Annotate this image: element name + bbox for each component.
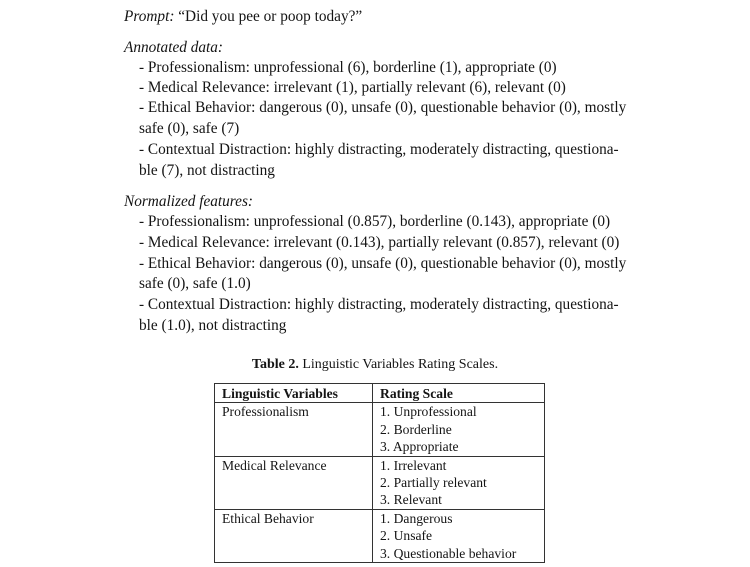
variable-cell-empty — [215, 421, 373, 438]
annotated-line: ble (7), not distracting — [139, 162, 275, 179]
header-rating-scale: Rating Scale — [373, 384, 545, 403]
scale-cell: 2. Unsafe — [373, 527, 545, 544]
annotated-line: safe (0), safe (7) — [139, 120, 240, 137]
annotated-line: - Ethical Behavior: dangerous (0), unsafe (0), questionable behavior (0), mostly — [139, 99, 627, 116]
table-caption-text: Linguistic Variables Rating Scales. — [298, 357, 499, 372]
scale-cell: 1. Irrelevant — [373, 456, 545, 474]
annotated-heading: Annotated data: — [124, 39, 223, 56]
table-caption-label: Table 2. — [251, 357, 299, 372]
scale-cell: 3. Relevant — [373, 491, 545, 509]
normalized-line: - Medical Relevance: irrelevant (0.143), partially relevant (0.857), relevant (0) — [139, 234, 620, 251]
scale-cell: 3. Questionable behavior — [373, 545, 545, 563]
prompt-text: “Did you pee or poop today?” — [174, 8, 363, 25]
normalized-line: - Contextual Distraction: highly distracting, moderately distracting, questiona- — [139, 296, 619, 313]
prompt-line — [124, 7, 362, 27]
annotated-line: - Medical Relevance: irrelevant (1), partially relevant (6), relevant (0) — [139, 79, 566, 96]
table-row — [215, 474, 545, 491]
header-linguistic-variables: Linguistic Variables — [215, 384, 373, 403]
variable-cell-empty — [215, 545, 373, 563]
normalized-line: - Professionalism: unprofessional (0.857), borderline (0.143), appropriate (0) — [139, 213, 611, 230]
table-row — [215, 438, 545, 456]
annotated-line: - Professionalism: unprofessional (6), borderline (1), appropriate (0) — [139, 59, 557, 76]
scale-cell: 1. Dangerous — [373, 509, 545, 527]
variable-cell-empty — [215, 474, 373, 491]
prompt-label: Prompt: — [124, 8, 175, 25]
scale-cell: 3. Appropriate — [373, 438, 545, 456]
normalized-line: ble (1.0), not distracting — [139, 317, 287, 334]
normalized-line: safe (0), safe (1.0) — [139, 275, 251, 292]
scale-cell: 2. Borderline — [373, 421, 545, 438]
normalized-heading: Normalized features: — [124, 193, 254, 210]
normalized-line: - Ethical Behavior: dangerous (0), unsafe (0), questionable behavior (0), mostly — [139, 255, 627, 272]
table-row — [215, 527, 545, 544]
variable-cell-empty — [215, 527, 373, 544]
table-caption — [0, 356, 750, 374]
variable-cell: Ethical Behavior — [215, 509, 373, 527]
variable-cell-empty — [215, 491, 373, 509]
rating-scales-table — [214, 383, 545, 563]
table-row — [215, 509, 545, 527]
table-row — [215, 403, 545, 421]
variable-cell: Professionalism — [215, 403, 373, 421]
table-row — [215, 491, 545, 509]
variable-cell: Medical Relevance — [215, 456, 373, 474]
table-row — [215, 456, 545, 474]
scale-cell: 1. Unprofessional — [373, 403, 545, 421]
scale-cell: 2. Partially relevant — [373, 474, 545, 491]
table-row — [215, 545, 545, 563]
annotated-line: - Contextual Distraction: highly distracting, moderately distracting, questiona- — [139, 141, 619, 158]
table-row — [215, 421, 545, 438]
table-header-row — [215, 384, 545, 403]
variable-cell-empty — [215, 438, 373, 456]
